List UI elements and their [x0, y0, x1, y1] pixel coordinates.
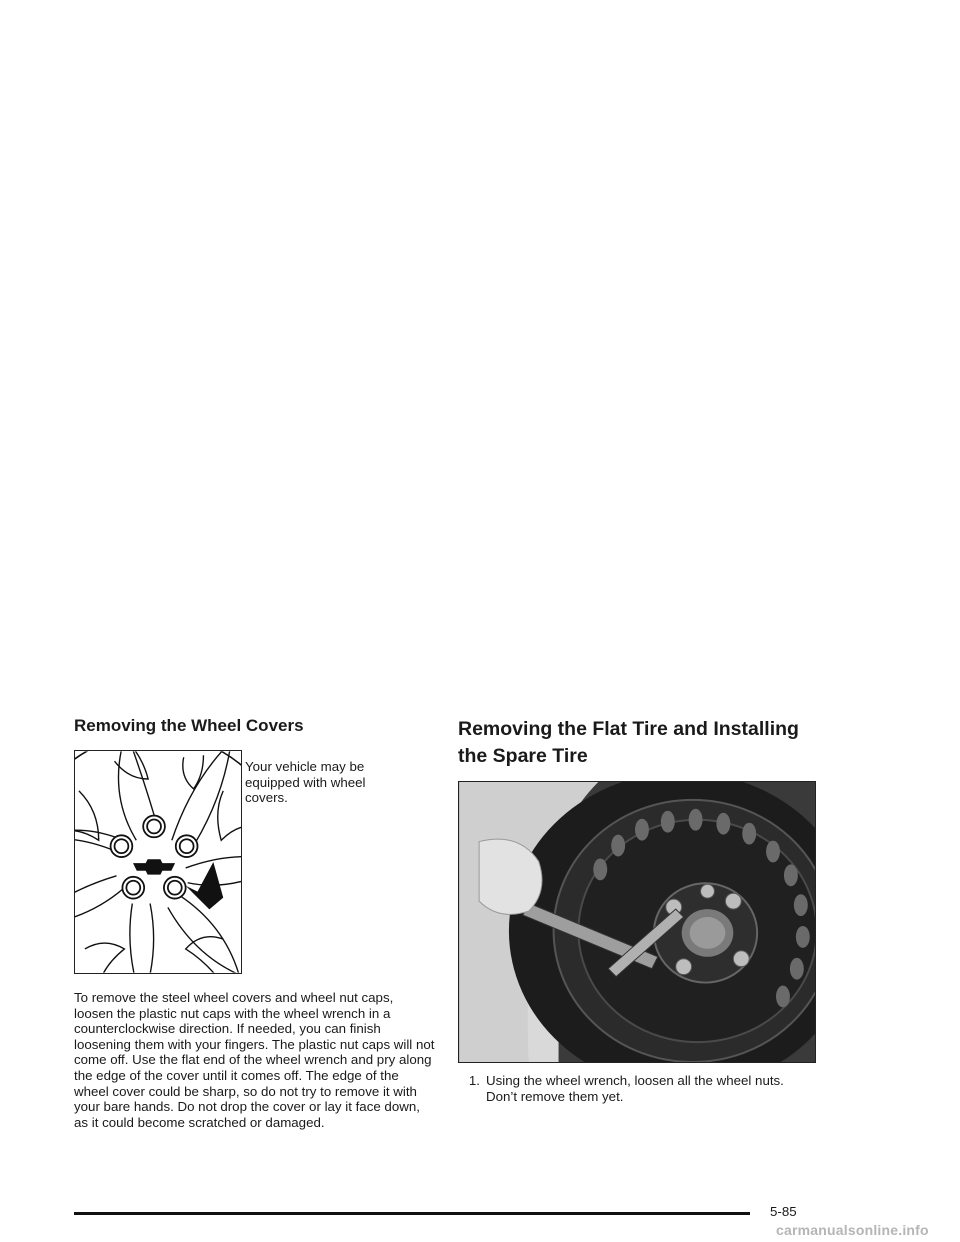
- watermark: carmanualsonline.info: [776, 1222, 929, 1238]
- wheel-cover-figure-row: [74, 750, 436, 974]
- step-text: [486, 1073, 784, 1104]
- wheel-cover-instructions: To remove the steel wheel covers and wheel nut caps, loosen the plastic nut caps with the wheel wrench in a counterclockwise direction. If needed, you can finish loosening them with your fingers. The plastic nut caps will not come off. Use the flat end of the wheel wrench and pry along the edge of the cover until it comes off. The edge of the wheel cover could be sharp, so do not try to remove it with your bare hands. Do not drop the cover or lay it face down, as it could become scratched or damaged.: [74, 990, 435, 1130]
- tire-change-steps: [458, 1073, 818, 1104]
- section-heading-line-2: the Spare Tire: [458, 745, 588, 767]
- step-text-line-2: Don’t remove them yet.: [486, 1088, 624, 1104]
- step-text-line-1: Using the wheel wrench, loosen all the wheel nuts.: [486, 1073, 784, 1088]
- step-number: 1.: [468, 1073, 480, 1088]
- section-heading-wheel-covers: Removing the Wheel Covers: [74, 716, 304, 735]
- section-heading-flat-tire: [458, 716, 818, 770]
- wheel-wrench-photo-icon: [458, 781, 816, 1063]
- footer-rule: [74, 1212, 750, 1215]
- page-number: 5-85: [770, 1204, 797, 1219]
- left-column: [74, 716, 436, 1130]
- wheel-cover-illustration-icon: [74, 750, 242, 974]
- wheel-cover-side-note: Your vehicle may be equipped with wheel covers.: [245, 759, 366, 805]
- step-item: [458, 1073, 818, 1104]
- right-column: [458, 716, 818, 1104]
- section-heading-line-1: Removing the Flat Tire and Installing: [458, 718, 799, 740]
